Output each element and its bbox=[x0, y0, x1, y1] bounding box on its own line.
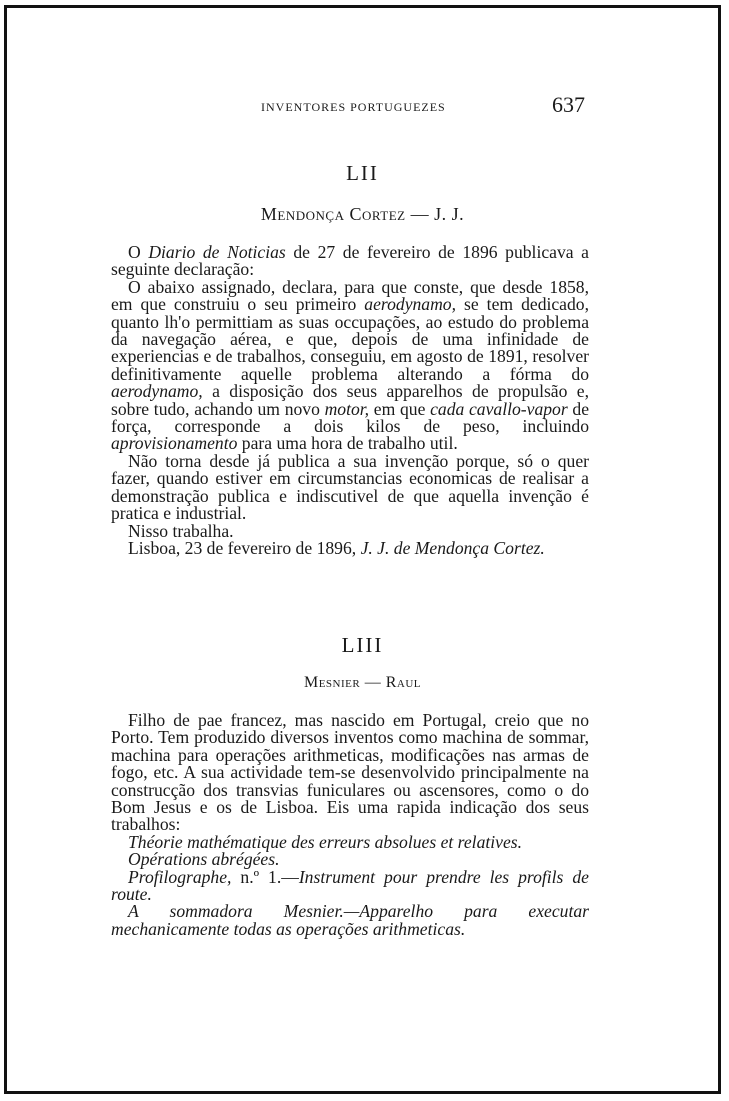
section-numeral-lii: LII bbox=[346, 161, 379, 185]
section-lii-body bbox=[111, 244, 589, 557]
work-item: Profilographe, n.º 1.—Instrument pour prendre les profils de route. bbox=[111, 866, 589, 905]
page-number: 637 bbox=[552, 92, 585, 117]
section-numeral-liii: LIII bbox=[341, 633, 384, 657]
paragraph: Filho de pae francez, mas nascido em Portugal, creio que no Porto. Tem produzido diversos inventos como machina de sommar, machina para operações arithmeticas, modificações nas armas de fogo, etc. A sua actividade tem-se desenvolvido principalmente na construcção dos transvias funiculares ou ascensores, como o do Bom Jesus e os de Lisboa. Eis uma rapida indicação dos seus trabalhos: bbox=[111, 710, 589, 835]
work-item: Théorie mathématique des erreurs absolues et relatives. bbox=[128, 831, 523, 852]
work-item: Opérations abrégées. bbox=[128, 849, 280, 870]
paragraph: O abaixo assignado, declara, para que conste, que desde 1858, em que construiu o seu primeiro aerodynamo, se tem dedicado, quanto lh'o permittiam as suas occupações, ao estudo do problema da navegação aérea, e que, depois de uma infinidade de experiencias e de trabalhos, conseguiu, em agosto de 1891, resolver definitivamente aquelle problema alterando a fórma do aerodynamo, a disposição dos seus apparelhos de propulsão e, sobre tudo, achando um novo motor, em que cada cavallo-vapor de força, corresponde a dois kilos de peso, incluindo aprovisionamento para uma hora de trabalho util. bbox=[111, 276, 589, 454]
section-liii-body bbox=[111, 712, 589, 938]
paragraph: Nisso trabalha. bbox=[128, 520, 234, 541]
paragraph: O Diario de Noticias de 27 de fevereiro de 1896 publicava a seguinte declaração: bbox=[111, 242, 589, 280]
section-heading-lii: Mendonça Cortez — J. J. bbox=[260, 204, 465, 224]
work-item: A sommadora Mesnier.—Apparelho para executar mechanicamente todas as operações arithmeticas. bbox=[111, 901, 589, 939]
paragraph: Não torna desde já publica a sua invenção porque, só o quer fazer, quando estiver em circumstancias economicas de realisar a demonstração publica e indiscutivel de que aquella invenção é pratica e industrial. bbox=[111, 450, 589, 524]
page bbox=[4, 5, 721, 1094]
paragraph: Lisboa, 23 de fevereiro de 1896, J. J. de Mendonça Cortez. bbox=[128, 537, 545, 558]
running-head-title: INVENTORES PORTUGUEZES bbox=[261, 100, 446, 114]
section-heading-liii: Mesnier — Raul bbox=[303, 674, 421, 691]
